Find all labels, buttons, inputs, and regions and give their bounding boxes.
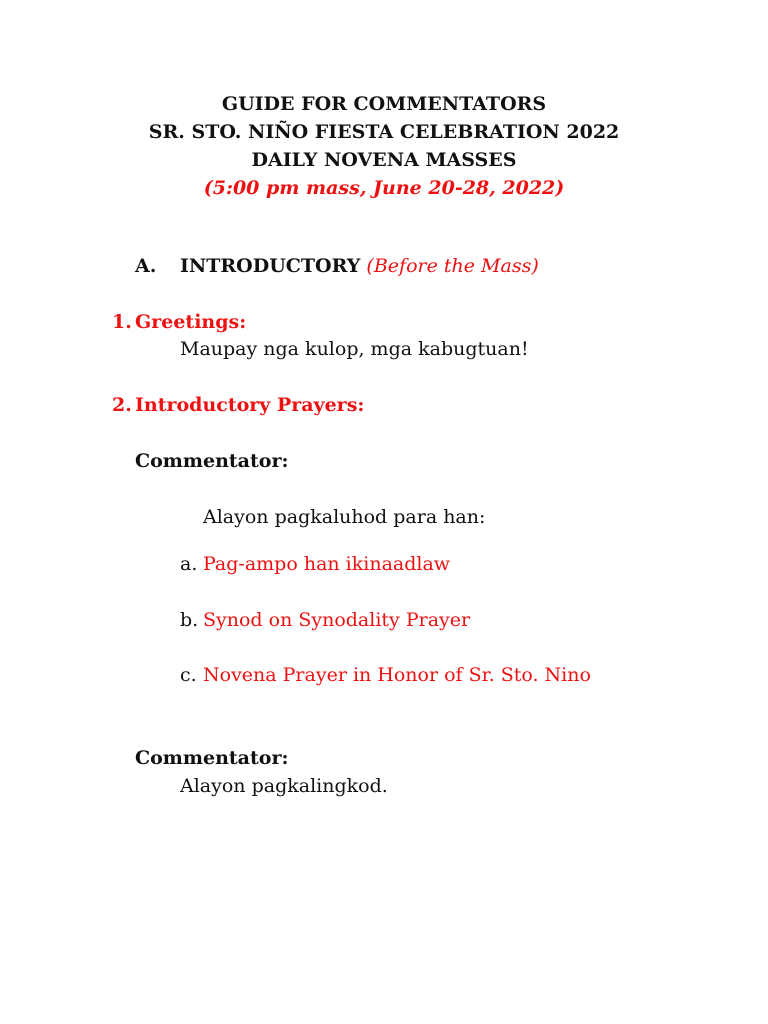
commentator-label-2: Commentator: <box>135 747 289 769</box>
prayer-intro: Alayon pagkaluhod para han: <box>203 506 486 528</box>
sitting-instruction: Alayon pagkalingkod. <box>180 775 388 797</box>
commentator-label-1: Commentator: <box>135 450 289 472</box>
prayer-c-letter: c. <box>180 664 197 686</box>
title-line-4-schedule: (5:00 pm mass, June 20-28, 2022) <box>203 177 565 199</box>
item-1-title: Greetings: <box>135 311 247 333</box>
title-line-1: GUIDE FOR COMMENTATORS <box>221 93 547 115</box>
greeting-text: Maupay nga kulop, mga kabugtuan! <box>180 338 529 360</box>
title-line-2: SR. STO. NIÑO FIESTA CELEBRATION 2022 <box>148 121 620 143</box>
section-a-note: (Before the Mass) <box>366 255 539 277</box>
section-a-heading <box>180 257 539 276</box>
title-line-3: DAILY NOVENA MASSES <box>251 149 517 171</box>
item-2-number: 2. <box>112 394 132 416</box>
prayer-b-letter: b. <box>180 609 199 631</box>
item-2-title: Introductory Prayers: <box>135 394 365 416</box>
prayer-b-text: Synod on Synodality Prayer <box>203 609 471 631</box>
prayer-a-letter: a. <box>180 553 198 575</box>
prayer-a-text: Pag-ampo han ikinaadlaw <box>203 553 451 575</box>
item-1-number: 1. <box>112 311 132 333</box>
section-a-marker: A. <box>135 255 157 277</box>
section-a-title: INTRODUCTORY <box>180 255 361 277</box>
prayer-c-text: Novena Prayer in Honor of Sr. Sto. Nino <box>203 664 591 686</box>
